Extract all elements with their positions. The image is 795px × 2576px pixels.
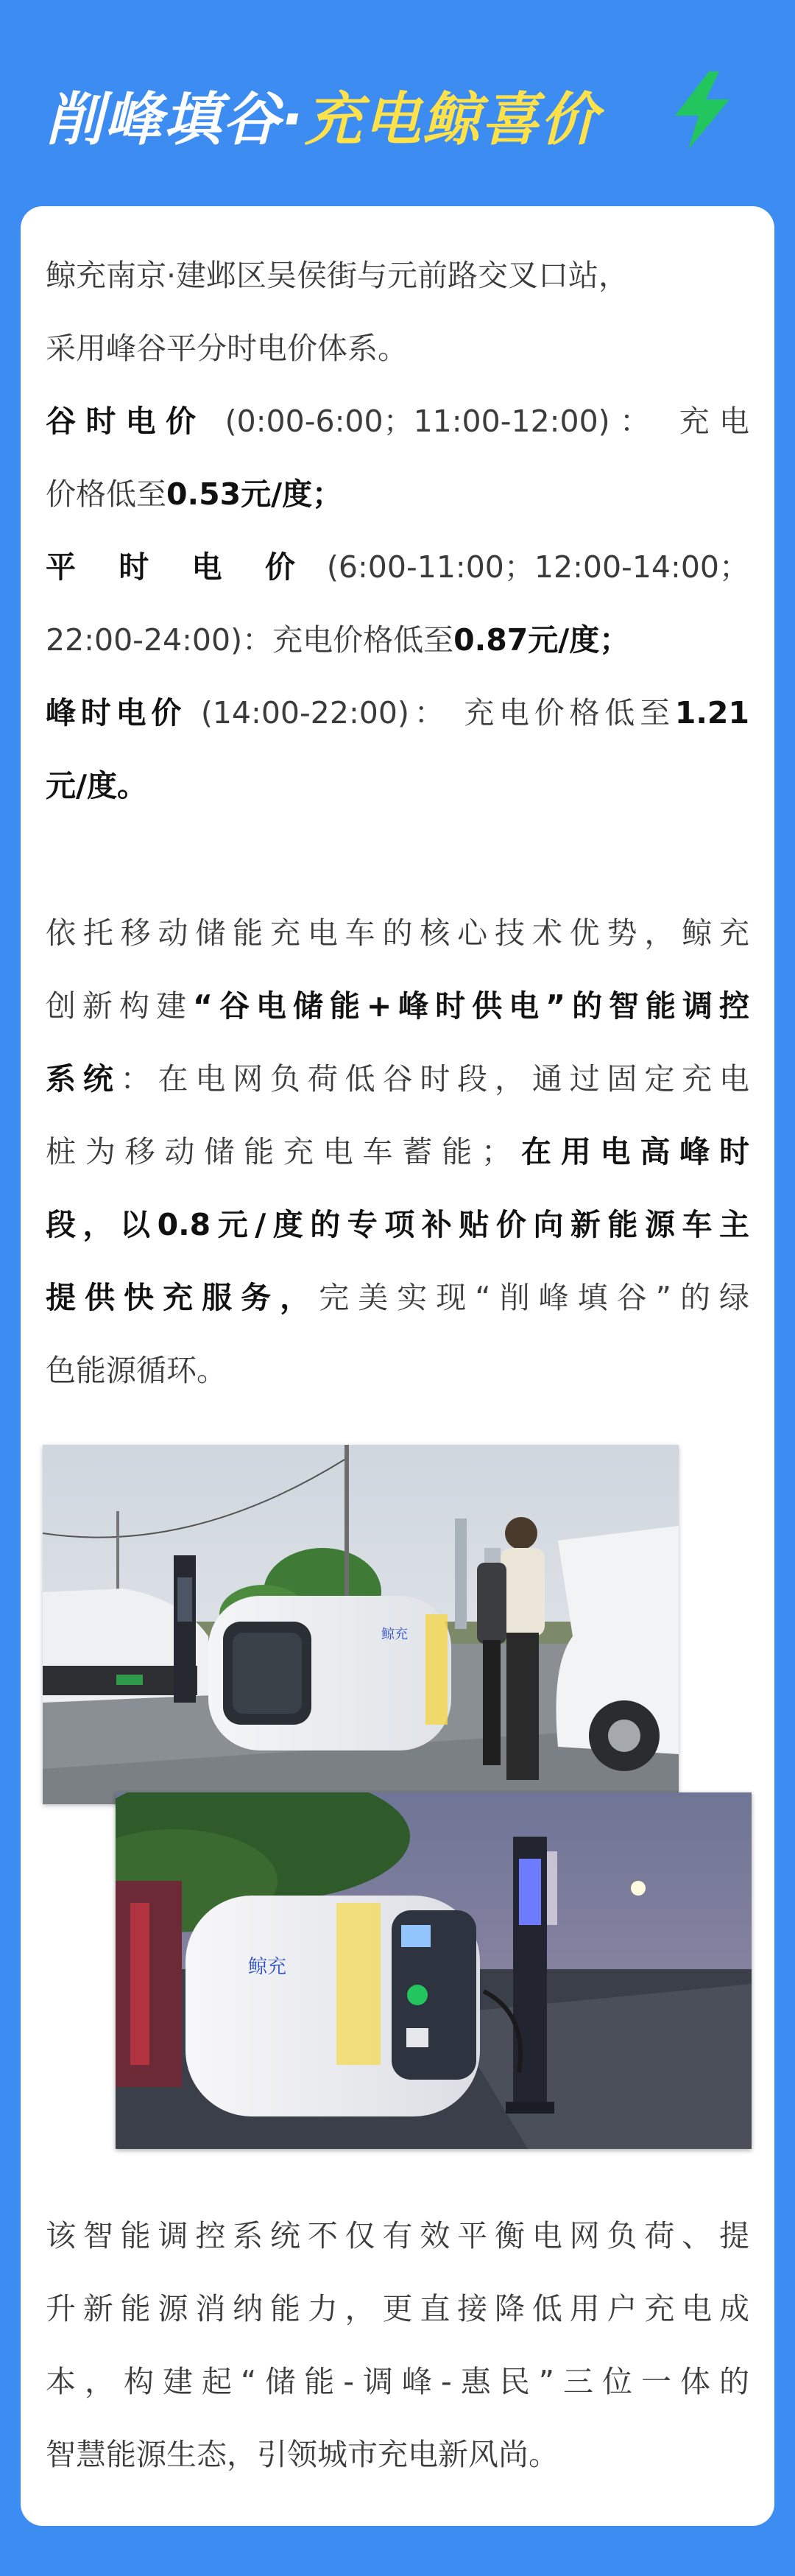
page-title	[46, 74, 599, 156]
valley-time: (0:00-6:00；11:00-12:00)：	[205, 404, 660, 439]
closing-line: 智慧能源生态，引领城市充电新风尚。	[46, 2437, 559, 2472]
intro-line: 鲸充南京·建邺区吴侯街与元前路交叉口站，	[46, 258, 629, 293]
body-text: ：在电网负荷低谷时段，通过固定充电	[120, 1061, 750, 1097]
closing-line: 该智能调控系统不仅有效平衡电网负荷、提	[46, 2218, 749, 2253]
body-bold: 在用电高峰时	[512, 1134, 750, 1169]
body-line: 依托移动储能充电车的核心技术优势，鲸充	[46, 915, 749, 951]
flat-time: (6:00-11:00；12:00-14:00；	[311, 549, 749, 585]
body-text: 完美实现“削峰填谷”的绿	[319, 1280, 749, 1315]
body-section	[46, 897, 749, 1407]
body-line: 色能源循环。	[46, 1353, 227, 1388]
body-text: 桩为移动储能充电车蓄能；	[46, 1134, 512, 1169]
valley-tail: 充电	[679, 404, 749, 439]
lightning-bolt-icon	[666, 70, 737, 151]
intro-section	[46, 239, 749, 823]
closing-section	[46, 2200, 749, 2491]
body-line	[46, 1189, 749, 1261]
intro-line: 采用峰谷平分时电价体系。	[46, 331, 408, 366]
body-line	[46, 970, 749, 1043]
pod-brand-day: 鲸充	[381, 1627, 408, 1642]
peak-price-line	[46, 677, 749, 750]
flat-price-line	[46, 531, 749, 604]
valley-price: 0.53元/度；	[166, 476, 343, 512]
peak-prefix: 充电价格低至	[464, 695, 675, 731]
peak-label: 峰时电价	[46, 695, 187, 731]
body-line	[46, 1116, 749, 1189]
body-bold: 提供快充服务，	[46, 1280, 319, 1315]
body-text: 创新构建	[46, 988, 193, 1024]
valley-label: 谷时电价	[46, 404, 206, 439]
body-bold: 段，以0.8元/度的专项补贴价向新能源车主	[46, 1207, 749, 1242]
body-line	[46, 1043, 749, 1116]
night-charging-photo	[116, 1792, 752, 2149]
title-part-white: 削峰填谷·	[46, 87, 305, 153]
flat-label: 平 时 电 价	[46, 549, 311, 585]
daytime-charging-photo	[43, 1445, 679, 1804]
flat-price: 0.87元/度；	[453, 622, 630, 658]
valley-prefix: 价格低至	[46, 476, 166, 512]
peak-time: (14:00-22:00)：	[186, 695, 450, 731]
flat-price-line-2	[46, 604, 749, 677]
body-line	[46, 1261, 749, 1334]
body-bold: 的智能调控	[565, 988, 750, 1024]
body-bold: 系统	[46, 1061, 121, 1097]
pod-brand-night: 鲸充	[248, 1956, 287, 1978]
body-bold: “谷电储能+峰时供电”	[192, 988, 566, 1024]
flat-time-2: 22:00-24:00)：充电价格低至	[46, 622, 454, 658]
peak-price-unit: 元/度。	[46, 768, 147, 803]
header-banner	[0, 0, 795, 206]
title-part-yellow: 充电鲸喜价	[304, 87, 599, 153]
closing-line: 升新能源消纳能力，更直接降低用户充电成	[46, 2291, 749, 2326]
peak-price: 1.21	[674, 695, 749, 731]
peak-price-line-2	[46, 750, 749, 823]
valley-price-line	[46, 385, 749, 458]
valley-price-line-2	[46, 458, 749, 531]
closing-line: 本，构建起“储能-调峰-惠民”三位一体的	[46, 2364, 749, 2399]
